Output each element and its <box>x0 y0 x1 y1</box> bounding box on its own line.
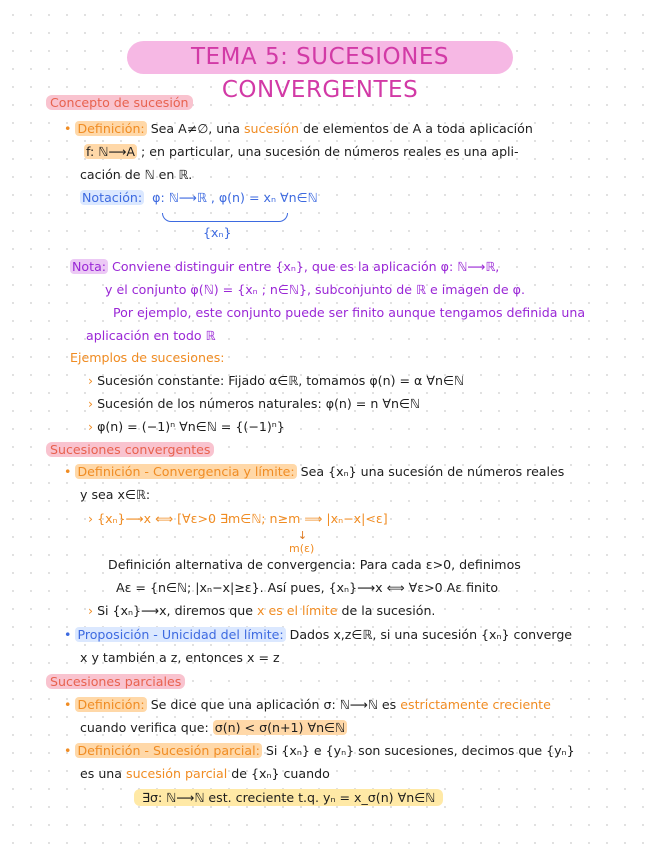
notation-label: Notación: <box>82 190 143 205</box>
definition-line-3: cación de ℕ en ℝ. <box>80 167 193 182</box>
note-line-4: aplicación en todo ℝ <box>86 328 216 343</box>
notation-line <box>80 190 318 206</box>
increasing-term: estrictamente creciente <box>400 697 551 712</box>
curly-brace-icon <box>162 213 288 222</box>
note-line-2: y el conjunto φ(ℕ) = {xₙ ; n∈ℕ}, subconjunto de ℝ e imagen de φ. <box>105 282 525 297</box>
definition-subsequence-line-1: • Definición - Sucesión parcial: Si {xₙ} e {yₙ} son sucesiones, decimos que {yₙ} <box>64 743 575 758</box>
limit-term: x es el límite <box>257 603 338 618</box>
alternative-definition-line-2: Aε = {n∈ℕ; |xₙ−x|≥ε}. Así pues, {xₙ}⟶x ⟺ ∀ε>0 Aε finito <box>116 580 499 595</box>
convergence-formula: › {xₙ}⟶x ⟺ [∀ε>0 ∃m∈ℕ; n≥m ⟹ |xₙ−x|<ε] <box>88 511 388 526</box>
section-heading-convergentes: Sucesiones convergentes <box>46 442 214 458</box>
section-heading-parciales: Sucesiones parciales <box>46 674 185 690</box>
definition-convergence-line-2: y sea x∈ℝ: <box>80 487 151 502</box>
bullet-icon: • <box>64 464 72 479</box>
section-heading-concepto: Concepto de sucesión <box>46 95 193 111</box>
proposition-label: Proposición - Unicidad del límite: <box>77 627 284 642</box>
arrow-bullet-icon: › <box>88 373 94 388</box>
examples-heading: Ejemplos de sucesiones: <box>70 350 225 365</box>
m-epsilon-label: m(ε) <box>289 542 315 555</box>
definition-line-1 <box>64 121 533 137</box>
definition-label: Definición - Convergencia y límite: <box>77 464 295 479</box>
increasing-formula: σ(n) < σ(n+1) ∀n∈ℕ <box>214 720 346 735</box>
definition-term: sucesión <box>244 121 299 136</box>
page-title: TEMA 5: SUCESIONES CONVERGENTES <box>127 41 513 74</box>
definition-convergence-line-1: • Definición - Convergencia y límite: Sea {xₙ} una sucesión de números reales <box>64 464 565 479</box>
definition-label: Definición: <box>77 697 145 712</box>
example-item: › Sucesión de los números naturales: φ(n) = n ∀n∈ℕ <box>88 396 421 411</box>
arrow-bullet-icon: › <box>88 603 94 618</box>
notation-formula: φ: ℕ⟶ℝ , φ(n) = xₙ ∀n∈ℕ <box>152 190 318 205</box>
arrow-bullet-icon: › <box>88 419 94 434</box>
definition-label: Definición - Sucesión parcial: <box>77 743 260 758</box>
example-item: › φ(n) = (−1)ⁿ ∀n∈ℕ = {(−1)ⁿ} <box>88 419 285 434</box>
alternative-definition-line-1: Definición alternativa de convergencia: Para cada ε>0, definimos <box>108 557 521 572</box>
bullet-icon: • <box>64 627 72 642</box>
example-item: › Sucesión constante: Fijado α∈ℝ, tomamos φ(n) = α ∀n∈ℕ <box>88 373 464 388</box>
definition-text: Sea A≠∅, una <box>150 121 240 136</box>
proposition-line-2: x y también a z, entonces x = z <box>80 650 280 665</box>
bullet-icon: • <box>64 121 72 136</box>
definition-increasing-line-1: • Definición: Se dice que una aplicación σ: ℕ⟶ℕ es estrictamente creciente <box>64 697 551 712</box>
proposition-line-1: • Proposición - Unicidad del límite: Dados x,z∈ℝ, si una sucesión {xₙ} converge <box>64 627 573 642</box>
note-line-1: Nota: Conviene distinguir entre {xₙ}, que es la aplicación φ: ℕ⟶ℝ, <box>72 259 500 274</box>
notation-brace-label: {xₙ} <box>203 225 232 240</box>
arrow-bullet-icon: › <box>88 396 94 411</box>
definition-label: Definición: <box>77 121 145 136</box>
subsequence-term: sucesión parcial <box>126 766 228 781</box>
definition-subsequence-line-2: es una sucesión parcial de {xₙ} cuando <box>80 766 330 781</box>
subsequence-formula: ∃σ: ℕ⟶ℕ est. creciente t.q. yₙ = x_σ(n) ∀n∈ℕ <box>134 790 443 806</box>
arrow-bullet-icon: › <box>88 511 94 526</box>
definition-line-2 <box>84 144 519 160</box>
down-arrow-icon: ↓ <box>298 529 308 542</box>
definition-increasing-line-2: cuando verifica que: σ(n) < σ(n+1) ∀n∈ℕ <box>80 720 346 735</box>
note-label: Nota: <box>72 259 107 274</box>
definition-text: de elementos de A a toda aplicación <box>302 121 533 136</box>
map-formula: f: ℕ⟶A <box>86 144 135 159</box>
bullet-icon: • <box>64 743 72 758</box>
bullet-icon: • <box>64 697 72 712</box>
limit-statement: › Si {xₙ}⟶x, diremos que x es el límite de la sucesión. <box>88 603 436 618</box>
note-line-3: Por ejemplo, este conjunto puede ser finito aunque tengamos definida una <box>113 305 586 320</box>
definition-text: ; en particular, una sucesión de números reales es una apli- <box>141 144 519 159</box>
